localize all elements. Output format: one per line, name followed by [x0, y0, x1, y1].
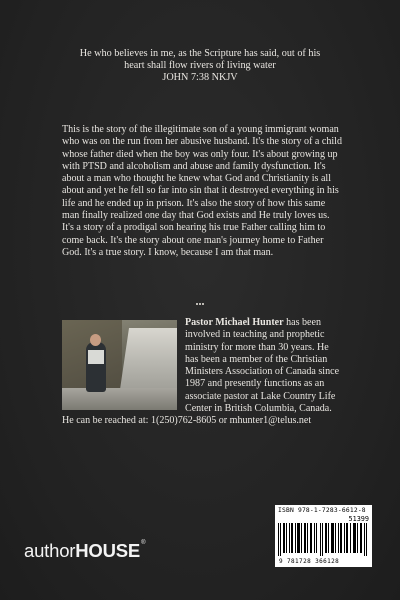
isbn-label: ISBN 978-1-7283-6612-8 [278, 507, 366, 514]
publisher-logo-part2: HOUSE [75, 540, 141, 561]
story-blurb [62, 124, 342, 259]
barcode-number: 9 781728 366128 [279, 558, 340, 565]
author-name: Pastor Michael Hunter [185, 317, 284, 328]
epigraph-line-2: heart shall flow rivers of living water [124, 60, 276, 71]
publisher-logo-part1: author [24, 540, 76, 561]
barcode-bars [278, 523, 369, 556]
epigraph-line-1: He who believes in me, as the Scripture has said, out of his [79, 48, 321, 59]
isbn-barcode [275, 505, 372, 567]
publisher-logo [24, 540, 145, 562]
registered-mark: ® [141, 540, 146, 546]
section-divider [196, 303, 204, 308]
price-code: 51399 [348, 515, 369, 523]
author-photo [62, 320, 177, 410]
epigraph [40, 48, 360, 84]
author-bio [62, 317, 342, 428]
story-paragraph: This is the story of the illegitimate son of a young immigrant woman who was on the run from her abusive husband. It's the story of a child whose father died when the boy was only four. It's about growing up with PTSD and alcoholism and abuse and family dysfunction. It's about a man who thought he knew what God and Christianity is all about and yet he fell so far into sin that it destroyed everything in his life and he ended up in prison. It's also the story of how this same man finally realized one day that God exists and He truly loves us. It's a story of a prodigal son hearing his true Father calling him to come back. It's the story about one man's journey home to Father God. It's a true story. I know, because I am that man. [62, 124, 342, 258]
epigraph-reference: JOHN 7:38 NKJV [162, 72, 238, 83]
author-bio-text: has been involved in teaching and prophetic ministry for more than 30 years. He has been a member of the Christian Ministers Association of Canada since 1987 and presently functions as an associate pastor at Lake Country Life Center in British Columbia, Canada. He can be reached at: 1(250)762-8605 or mhunter1@telus.net [62, 317, 340, 427]
